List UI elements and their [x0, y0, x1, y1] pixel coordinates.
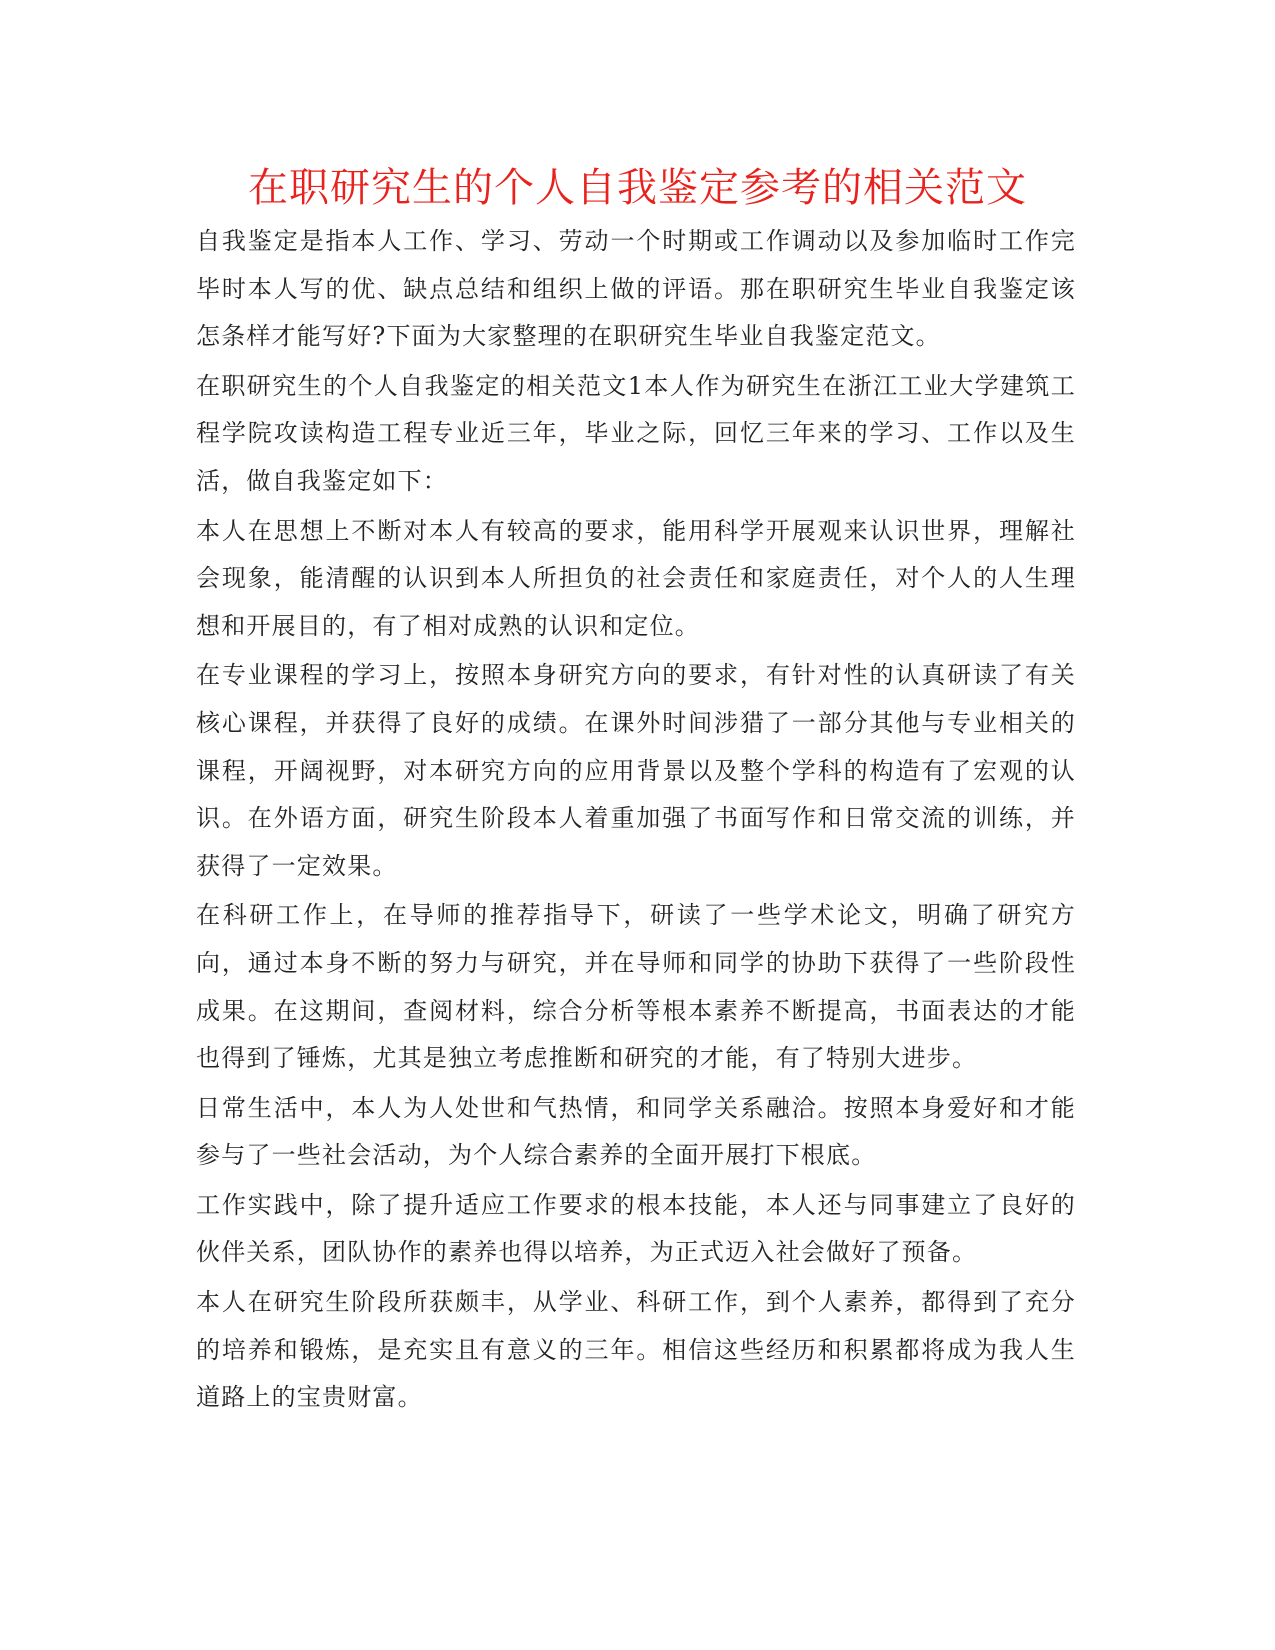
paragraph-coursework: 在专业课程的学习上，按照本身研究方向的要求，有针对性的认真研读了有关核心课程，并获得了良好的成绩。在课外时间涉猎了一部分其他与专业相关的课程，开阔视野，对本研究方向的应用背景以及整个学科的构造有了宏观的认识。在外语方面，研究生阶段本人着重加强了书面写作和日常交流的训练，并获得了一定效果。: [196, 661, 1076, 880]
paragraph-conclusion: 本人在研究生阶段所获颇丰，从学业、科研工作，到个人素养，都得到了充分的培养和锻炼，是充实且有意义的三年。相信这些经历和积累都将成为我人生道路上的宝贵财富。: [196, 1288, 1076, 1412]
paragraph-sample-1-opening: 在职研究生的个人自我鉴定的相关范文1本人作为研究生在浙江工业大学建筑工程学院攻读构造工程专业近三年，毕业之际，回忆三年来的学习、工作以及生活，做自我鉴定如下：: [196, 371, 1076, 495]
paragraph-work-practice: 工作实践中，除了提升适应工作要求的根本技能，本人还与同事建立了良好的伙伴关系，团队协作的素养也得以培养，为正式迈入社会做好了预备。: [196, 1190, 1076, 1267]
document-title: 在职研究生的个人自我鉴定参考的相关范文: [248, 165, 1027, 211]
paragraph-intro: 自我鉴定是指本人工作、学习、劳动一个时期或工作调动以及参加临时工作完毕时本人写的优、缺点总结和组织上做的评语。那在职研究生毕业自我鉴定该怎条样才能写好?下面为大家整理的在职研究生毕业自我鉴定范文。: [196, 227, 1076, 351]
document-body: [196, 218, 1076, 1424]
paragraph-daily-life: 日常生活中，本人为人处世和气热情，和同学关系融洽。按照本身爱好和才能参与了一些社会活动，为个人综合素养的全面开展打下根底。: [196, 1093, 1076, 1170]
paragraph-research: 在科研工作上，在导师的推荐指导下，研读了一些学术论文，明确了研究方向，通过本身不断的努力与研究，并在导师和同学的协助下获得了一些阶段性成果。在这期间，查阅材料，综合分析等根本素养不断提高，书面表达的才能也得到了锤炼，尤其是独立考虑推断和研究的才能，有了特别大进步。: [196, 901, 1076, 1073]
paragraph-ideology: 本人在思想上不断对本人有较高的要求，能用科学开展观来认识世界，理解社会现象，能清醒的认识到本人所担负的社会责任和家庭责任，对个人的人生理想和开展目的，有了相对成熟的认识和定位。: [196, 516, 1076, 640]
